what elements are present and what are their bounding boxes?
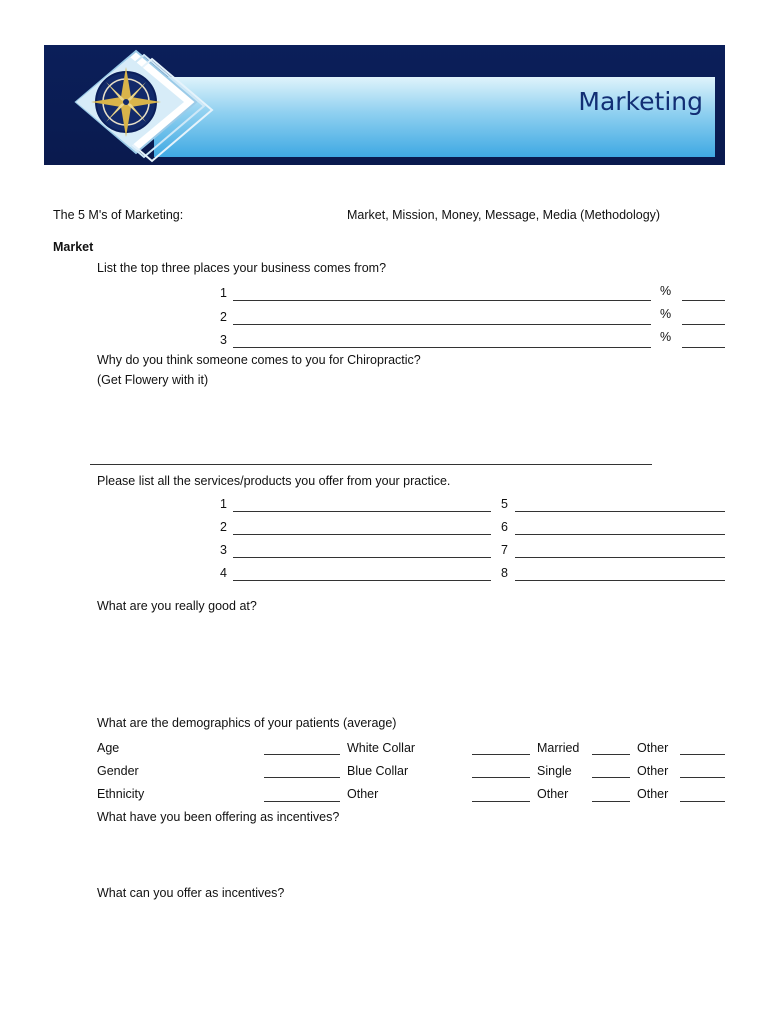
demographic-option: Other — [637, 741, 669, 755]
service-number: 1 — [220, 497, 227, 511]
service-number: 4 — [220, 566, 227, 580]
demographic-label: Ethnicity — [97, 787, 145, 801]
demographic-answer-line[interactable] — [264, 777, 340, 778]
service-answer-line[interactable] — [515, 580, 725, 581]
demographic-option-line[interactable] — [472, 754, 530, 755]
service-number: 2 — [220, 520, 227, 534]
demographic-answer-line[interactable] — [264, 754, 340, 755]
demographic-label: Gender — [97, 764, 139, 778]
service-number: 8 — [501, 566, 508, 580]
service-answer-line[interactable] — [515, 534, 725, 535]
compass-logo — [64, 47, 214, 165]
demographic-answer-line[interactable] — [264, 801, 340, 802]
demographic-label: Age — [97, 741, 120, 755]
service-answer-line[interactable] — [233, 511, 491, 512]
question-why-note: (Get Flowery with it) — [97, 373, 209, 387]
demographic-option-line[interactable] — [592, 777, 630, 778]
question-top-places: List the top three places your business comes from? — [97, 261, 387, 275]
demographic-option-line[interactable] — [680, 777, 725, 778]
demographic-option: Single — [537, 764, 572, 778]
percent-answer-line[interactable] — [682, 347, 725, 348]
service-answer-line[interactable] — [233, 580, 491, 581]
percent-answer-line[interactable] — [682, 324, 725, 325]
service-answer-line[interactable] — [233, 557, 491, 558]
question-why-chiropractic: Why do you think someone comes to you for Chiropractic? — [97, 353, 421, 367]
demographic-option: Other — [537, 787, 569, 801]
compass-rose-icon — [64, 47, 214, 165]
place-answer-line[interactable] — [233, 347, 651, 348]
demographic-option-line[interactable] — [592, 801, 630, 802]
place-number: 2 — [220, 310, 227, 324]
demographic-option: Other — [637, 764, 669, 778]
section-heading-market: Market — [53, 240, 94, 254]
place-number: 1 — [220, 286, 227, 300]
question-services: Please list all the services/products you offer from your practice. — [97, 474, 451, 488]
header-banner — [44, 45, 725, 165]
page-title: Marketing — [578, 87, 703, 116]
service-answer-line[interactable] — [515, 557, 725, 558]
percent-symbol: % — [660, 284, 672, 298]
service-answer-line[interactable] — [233, 534, 491, 535]
demographic-option-line[interactable] — [680, 801, 725, 802]
question-incentives-offering: What have you been offering as incentives? — [97, 810, 340, 824]
place-answer-line[interactable] — [233, 300, 651, 301]
place-answer-line[interactable] — [233, 324, 651, 325]
question-incentives-can: What can you offer as incentives? — [97, 886, 285, 900]
place-number: 3 — [220, 333, 227, 347]
question-good-at: What are you really good at? — [97, 599, 257, 613]
why-answer-line[interactable] — [90, 464, 652, 465]
percent-answer-line[interactable] — [682, 300, 725, 301]
intro-label: The 5 M's of Marketing: — [53, 208, 184, 222]
percent-symbol: % — [660, 330, 672, 344]
demographic-option: Other — [637, 787, 669, 801]
service-number: 7 — [501, 543, 508, 557]
service-number: 5 — [501, 497, 508, 511]
demographic-option: White Collar — [347, 741, 416, 755]
intro-value: Market, Mission, Money, Message, Media (Methodology) — [347, 208, 661, 222]
demographic-option-line[interactable] — [472, 777, 530, 778]
service-answer-line[interactable] — [515, 511, 725, 512]
demographic-option-line[interactable] — [680, 754, 725, 755]
demographic-option: Other — [347, 787, 379, 801]
question-demographics: What are the demographics of your patients (average) — [97, 716, 397, 730]
service-number: 3 — [220, 543, 227, 557]
demographic-option: Blue Collar — [347, 764, 409, 778]
service-number: 6 — [501, 520, 508, 534]
demographic-option-line[interactable] — [472, 801, 530, 802]
demographic-option: Married — [537, 741, 580, 755]
percent-symbol: % — [660, 307, 672, 321]
demographic-option-line[interactable] — [592, 754, 630, 755]
